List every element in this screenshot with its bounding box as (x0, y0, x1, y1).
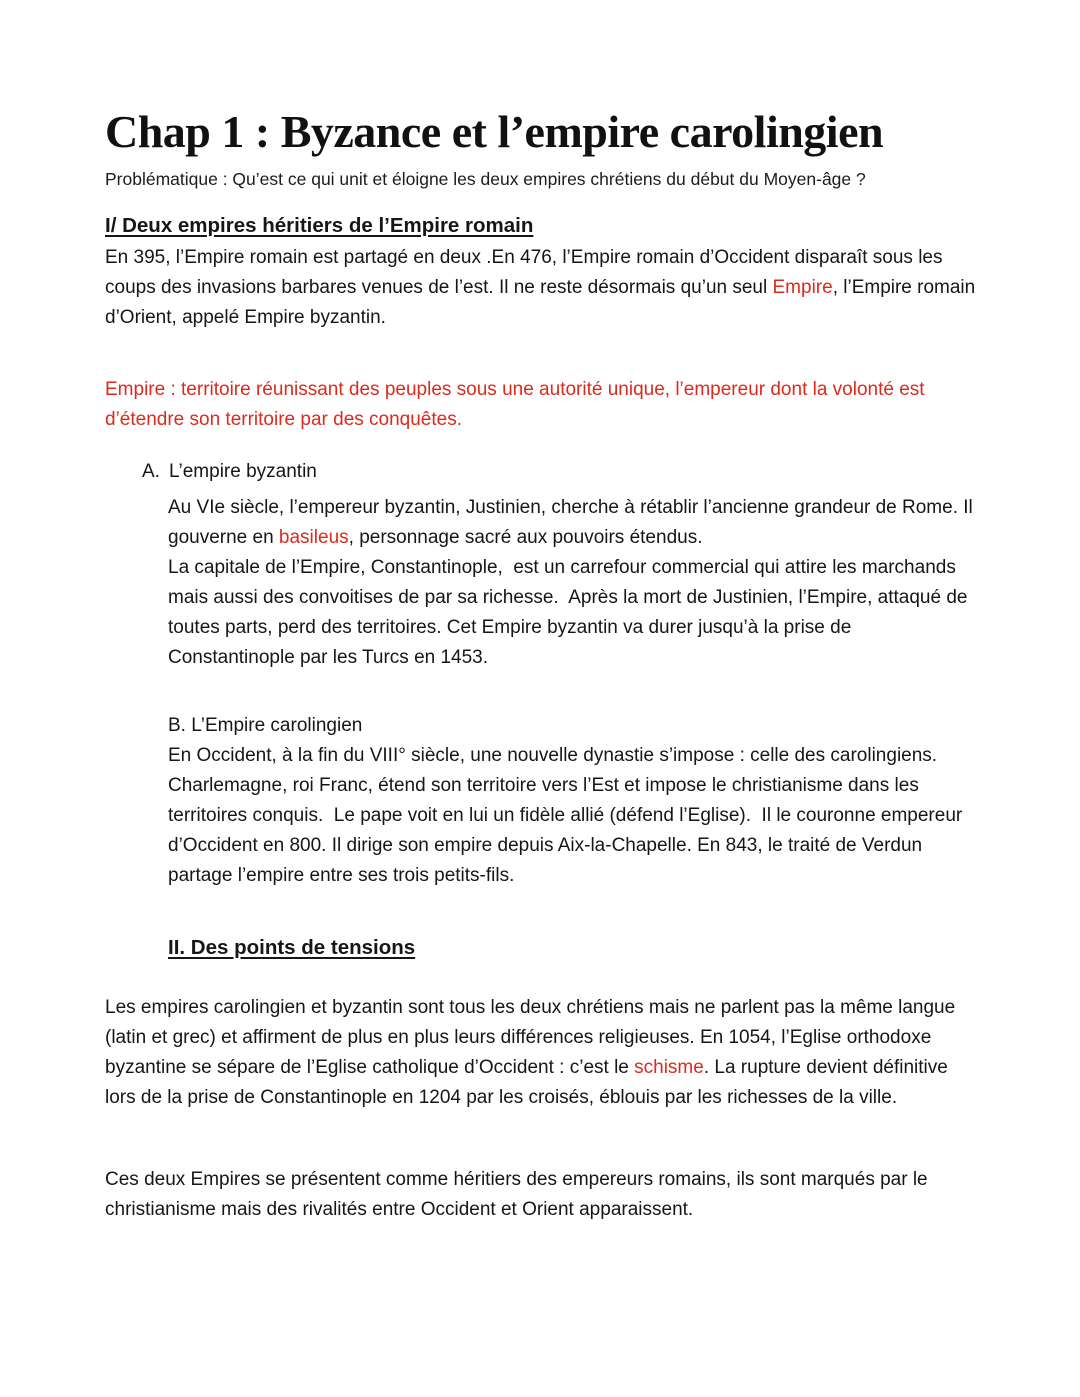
tensions-text-post: . La rupture devient définitive lors de la prise de Constantinople en 1204 par les croisés, éblouis par les richesses de la ville. (105, 1056, 954, 1108)
tensions-paragraph (105, 993, 980, 1113)
page-title: Chap 1 : Byzance et l’empire carolingien (105, 106, 884, 157)
conclusion-paragraph: Ces deux Empires se présentent comme héritiers des empereurs romains, ils sont marqués par le christianisme mais des rivalités entre Occident et Orient apparaissent. (105, 1168, 933, 1220)
subsection-a-paragraph-1 (168, 493, 980, 553)
subsection-a-marker: A. (142, 460, 160, 482)
intro-highlight-empire: Empire (772, 276, 833, 298)
section-ii-heading: II. Des points de tensions (168, 935, 416, 959)
empire-definition-paragraph: Empire : territoire réunissant des peuples sous une autorité unique, l’empereur dont la volonté est d’étendre son territoire par des conquêtes. (105, 378, 930, 430)
subsection-a-paragraph-2: La capitale de l’Empire, Constantinople, est un carrefour commercial qui attire les marchands mais aussi des convoitises de par sa richesse. Après la mort de Justinien, l’Empire, attaqué de toutes parts, perd des territoires. Cet Empire byzantin va durer jusqu’à la prise de Constantinople par les Turcs en 1453. (168, 556, 973, 668)
subsection-b-body (168, 711, 980, 891)
intro-text-post: , l’Empire romain d’Orient, appelé Empire byzantin. (105, 276, 981, 328)
intro-paragraph (105, 243, 980, 333)
subsection-a-title: L’empire byzantin (169, 460, 317, 482)
intro-text-pre: En 395, l’Empire romain est partagé en deux .En 476, l’Empire romain d’Occident disparaît sous les coups des invasions barbares venues de l’est. Il ne reste désormais qu’un seul (105, 246, 948, 298)
sub-a-highlight-basileus: basileus (278, 526, 349, 548)
section-i-heading: I/ Deux empires héritiers de l’Empire romain (105, 213, 534, 237)
sub-a-text-pre: Au VIe siècle, l’empereur byzantin, Justinien, cherche à rétablir l’ancienne grandeur de Rome. Il gouverne en (168, 496, 979, 548)
subsection-b-paragraph: En Occident, à la fin du VIII° siècle, une nouvelle dynastie s’impose : celle des carolingiens. Charlemagne, roi Franc, étend son territoire vers l’Est et impose le christianisme dans les territoires conquis. Le pape voit en lui un fidèle allié (défend l’Eglise). Il le couronne empereur d’Occident en 800. Il dirige son empire depuis Aix-la-Chapelle. En 843, le traité de Verdun partage l’empire entre ses trois petits-fils. (168, 744, 968, 886)
subsection-b-title: B. L’Empire carolingien (168, 714, 363, 736)
subsection-a-body (168, 493, 980, 673)
subsection-a-item (105, 457, 980, 487)
sub-a-text-post: , personnage sacré aux pouvoirs étendus. (348, 526, 703, 548)
tensions-highlight-schisme: schisme (634, 1056, 704, 1078)
problematique-line: Problématique : Qu’est ce qui unit et éloigne les deux empires chrétiens du début du Moyen-âge ? (105, 169, 866, 190)
tensions-text-pre: Les empires carolingien et byzantin sont tous les deux chrétiens mais ne parlent pas la même langue (latin et grec) et affirment de plus en plus leurs différences religieuses. En 1054, l’Eglise orthodoxe byzantine se sépare de l’Eglise catholique d’Occident : c’est le (105, 996, 961, 1078)
